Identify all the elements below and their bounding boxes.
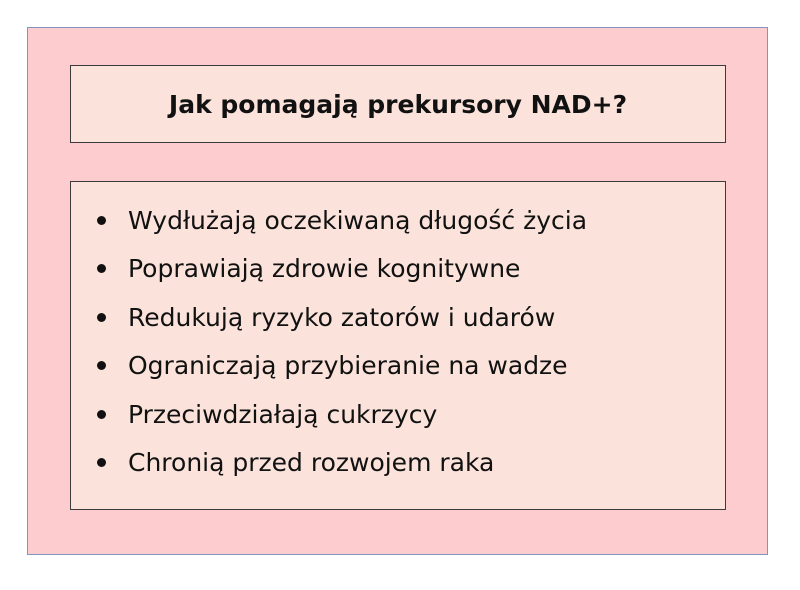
list-item bbox=[97, 342, 587, 391]
bullet-icon bbox=[97, 313, 106, 322]
list-item bbox=[97, 293, 587, 342]
list-item bbox=[97, 439, 587, 488]
list-item bbox=[97, 245, 587, 294]
list-item-text: Przeciwdziałają cukrzycy bbox=[128, 399, 438, 429]
bullet-icon bbox=[97, 216, 106, 225]
list-item-text: Chronią przed rozwojem raka bbox=[128, 448, 495, 478]
list-item-text: Ograniczają przybieranie na wadze bbox=[128, 351, 568, 381]
list-item-text: Wydłużają oczekiwaną długość życia bbox=[128, 205, 588, 235]
list-item bbox=[97, 196, 587, 245]
bullet-icon bbox=[97, 361, 106, 370]
bullet-icon bbox=[97, 458, 106, 467]
list-item-text: Redukują ryzyko zatorów i udarów bbox=[128, 302, 556, 332]
benefits-list bbox=[97, 196, 587, 487]
list-item-text: Poprawiają zdrowie kognitywne bbox=[128, 254, 521, 284]
bullet-icon bbox=[97, 410, 106, 419]
benefits-box bbox=[70, 181, 726, 510]
title-box bbox=[70, 65, 726, 143]
bullet-icon bbox=[97, 264, 106, 273]
page-title: Jak pomagają prekursory NAD+? bbox=[168, 89, 628, 119]
list-item bbox=[97, 390, 587, 439]
